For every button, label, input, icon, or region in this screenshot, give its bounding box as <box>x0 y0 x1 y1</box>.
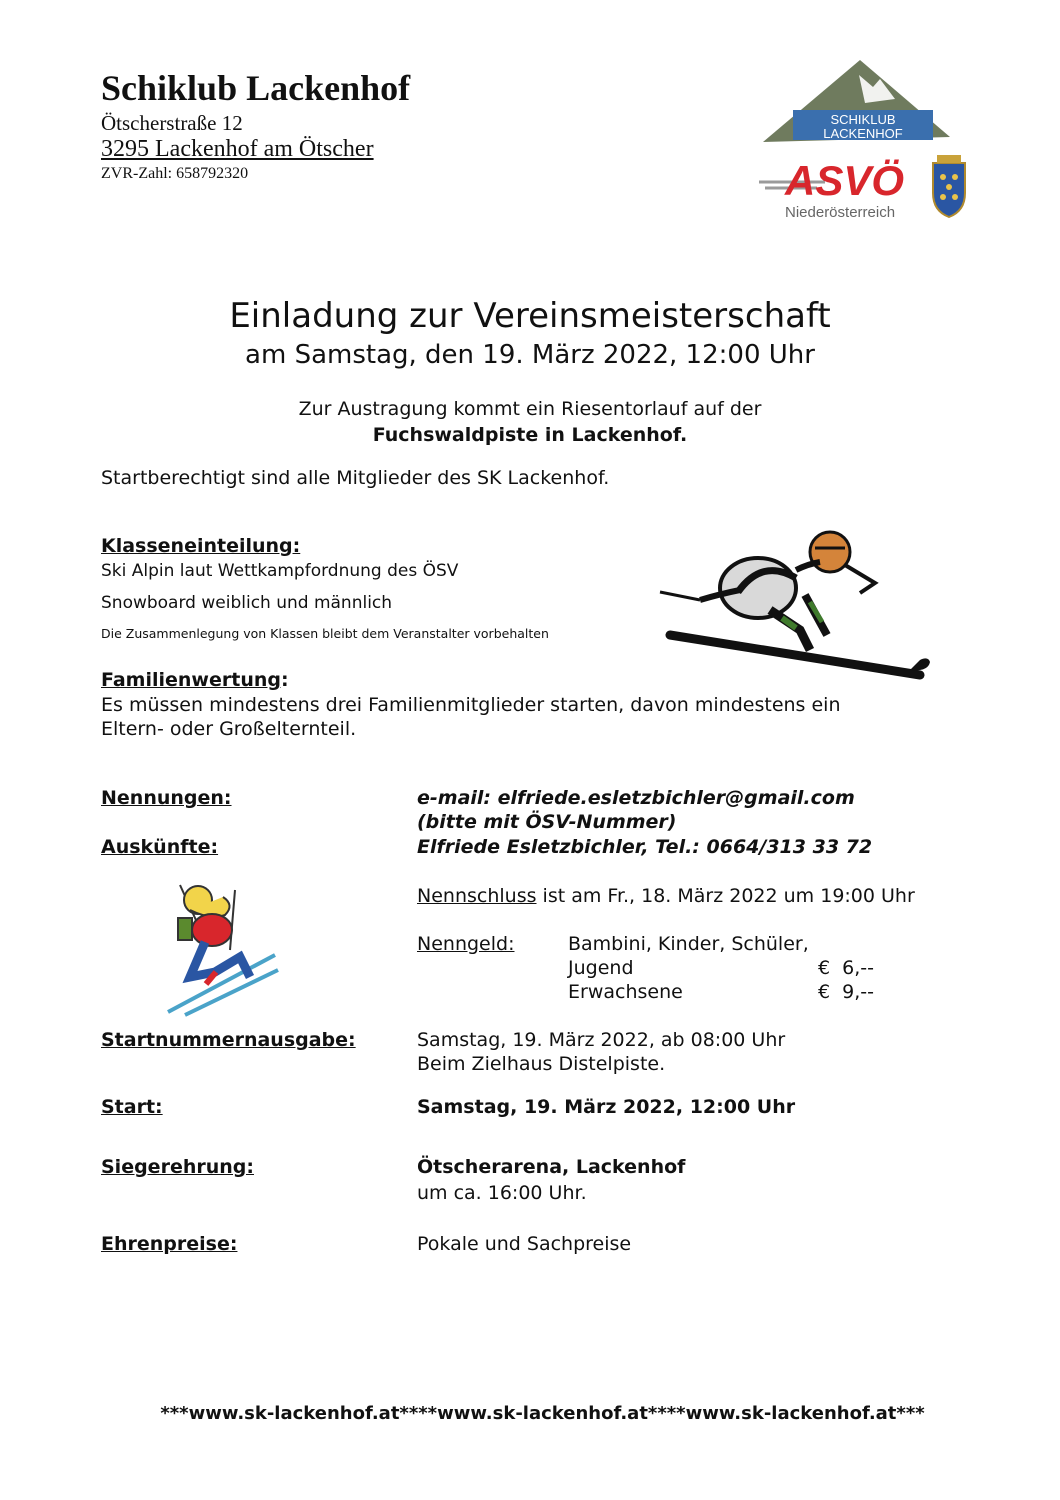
invitation-title: Einladung zur Vereinsmeisterschaft <box>229 296 831 336</box>
club-zvr: ZVR-Zahl: 658792320 <box>101 165 249 182</box>
family-heading-colon: : <box>280 669 289 691</box>
eligibility-text: Startberechtigt sind alle Mitglieder des SK Lackenhof. <box>101 467 610 489</box>
deadline-line <box>417 885 915 907</box>
classes-heading: Klasseneinteilung: <box>101 535 301 557</box>
coat-of-arms-icon <box>933 155 965 217</box>
info-contact: Elfriede Esletzbichler, Tel.: 0664/313 33 72 <box>417 836 873 858</box>
bib-date: Samstag, 19. März 2022, ab 08:00 Uhr <box>417 1029 786 1051</box>
deadline-value: ist am Fr., 18. März 2022 um 19:00 Uhr <box>536 885 915 907</box>
logo-text-lackenhof: LACKENHOF <box>823 126 903 141</box>
ceremony-location: Ötscherarena, Lackenhof <box>417 1156 686 1178</box>
footer-website-links[interactable]: ***www.sk-lackenhof.at****www.sk-lackenhof.at****www.sk-lackenhof.at*** <box>160 1403 925 1424</box>
club-street: Ötscherstraße 12 <box>101 111 243 135</box>
intro-line: Zur Austragung kommt ein Riesentorlauf auf der <box>298 398 762 420</box>
club-logo <box>755 55 970 220</box>
logo-text-region: Niederösterreich <box>785 204 896 220</box>
fee-category-3: Erwachsene <box>568 981 683 1003</box>
intro-piste: Fuchswaldpiste in Lackenhof. <box>372 424 688 446</box>
fee-category-1: Bambini, Kinder, Schüler, <box>568 933 809 955</box>
skier-illustration <box>640 520 940 690</box>
bib-label: Startnummernausgabe: <box>101 1029 356 1051</box>
club-name: Schiklub Lackenhof <box>101 68 411 108</box>
fee-price-adult: € 9,-- <box>818 981 875 1003</box>
ceremony-label: Siegerehrung: <box>101 1156 254 1178</box>
start-value: Samstag, 19. März 2022, 12:00 Uhr <box>417 1096 796 1118</box>
ceremony-time: um ca. 16:00 Uhr. <box>417 1182 587 1204</box>
start-label: Start: <box>101 1096 163 1118</box>
family-text-line1: Es müssen mindestens drei Familienmitglieder starten, davon mindestens ein <box>101 694 841 716</box>
logo-text-schiklub: SCHIKLUB <box>830 112 896 127</box>
fee-label: Nenngeld: <box>417 933 515 955</box>
classes-note: Die Zusammenlegung von Klassen bleibt dem Veranstalter vorbehalten <box>101 626 549 641</box>
registration-email[interactable]: e-mail: elfriede.esletzbichler@gmail.com <box>417 787 855 809</box>
fee-price-youth: € 6,-- <box>818 957 875 979</box>
registration-label: Nennungen: <box>101 787 232 809</box>
prizes-value: Pokale und Sachpreise <box>417 1233 632 1255</box>
logo-text-asvo: ASVÖ <box>785 157 905 204</box>
family-text-line2: Eltern- oder Großelternteil. <box>101 718 357 740</box>
fee-category-2: Jugend <box>568 957 634 979</box>
family-heading <box>101 669 289 691</box>
invitation-date: am Samstag, den 19. März 2022, 12:00 Uhr <box>245 340 815 370</box>
classes-ski: Ski Alpin laut Wettkampfordnung des ÖSV <box>101 561 459 581</box>
skier-cartoon <box>150 880 285 1020</box>
club-city: 3295 Lackenhof am Ötscher <box>101 136 374 162</box>
bib-location: Beim Zielhaus Distelpiste. <box>417 1053 666 1075</box>
prizes-label: Ehrenpreise: <box>101 1233 238 1255</box>
registration-note: (bitte mit ÖSV-Nummer) <box>417 811 677 833</box>
info-label: Auskünfte: <box>101 836 219 858</box>
deadline-label: Nennschluss <box>417 885 537 907</box>
family-heading-text: Familienwertung <box>101 669 281 691</box>
classes-snowboard: Snowboard weiblich und männlich <box>101 593 393 613</box>
